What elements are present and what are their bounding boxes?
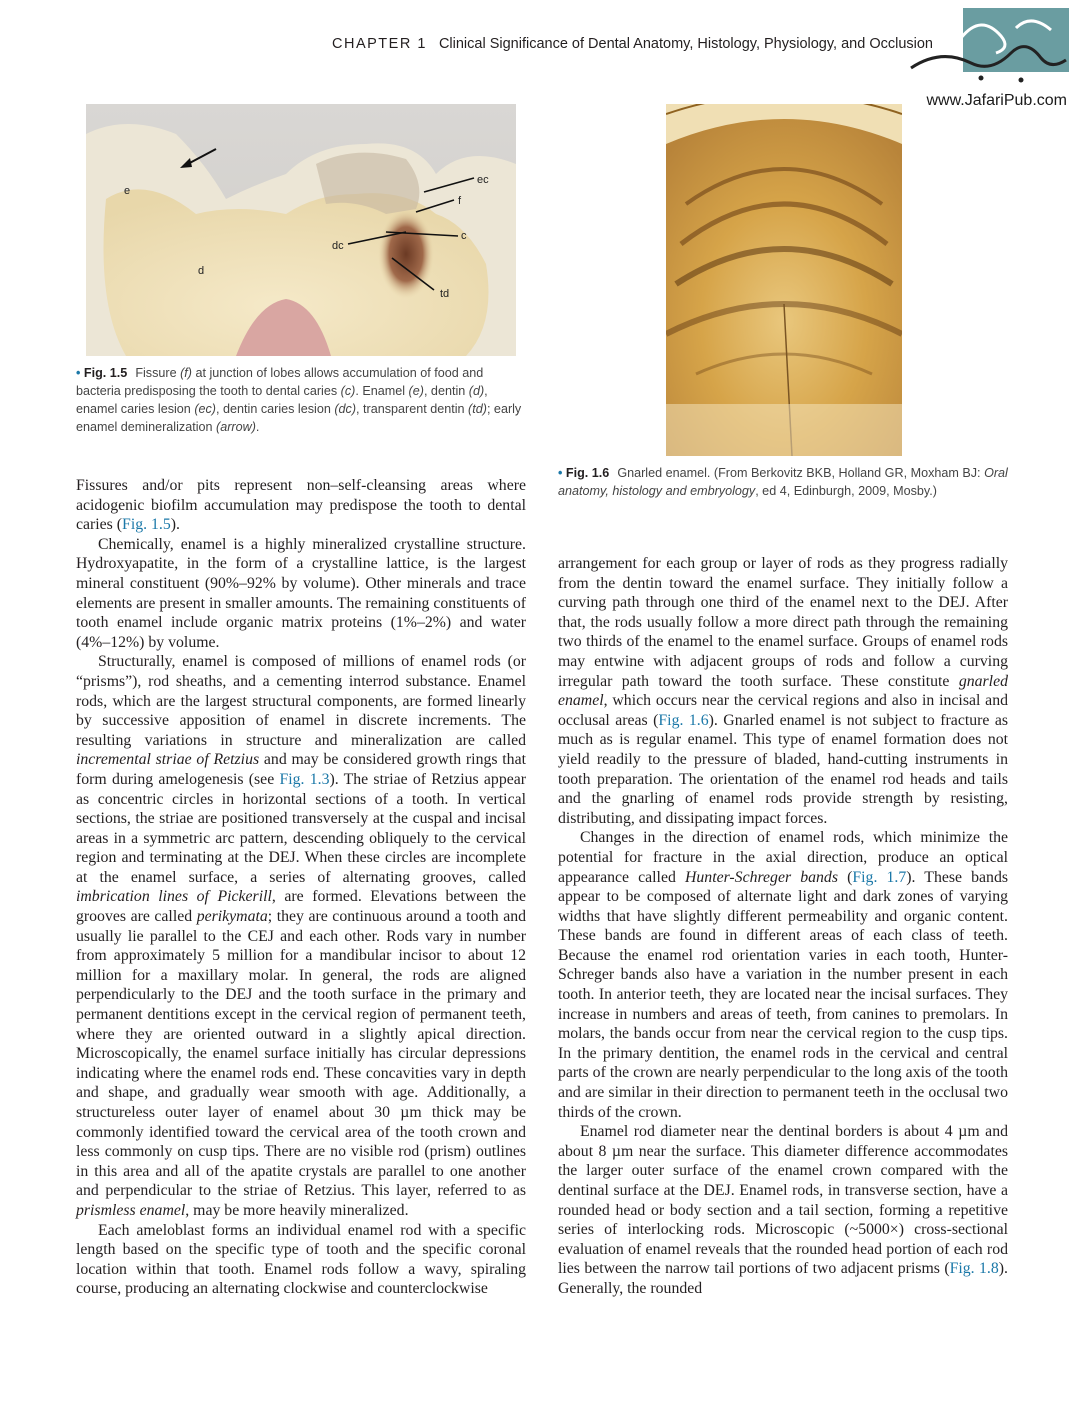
paragraph: Chemically, enamel is a highly mineralized crystalline structure. Hydroxyapatite, in the form of a crystalline lattice, is the largest mineral constituent (90%–92% by volume). Other minerals and trace elements are present in smaller amounts. The remaining constituents of tooth enamel include organic matrix proteins (1%–2%) and water (4%–12%) by volume. [76, 535, 526, 651]
right-column-text [558, 554, 1008, 1299]
running-header [300, 36, 933, 52]
paragraph: Changes in the direction of enamel rods, which minimize the potential for fracture in the axial direction, produce an optical appearance called Hunter-Schreger bands (Fig. 1.7). These bands appear to be composed of alternate light and dark zones of varying widths that have slightly different permeability and organic content. These bands are found in different areas of each class of teeth. Because the enamel rod orientation varies in each tooth, Hunter-Schreger bands also have a variation in the number present in each tooth. In anterior teeth, they are located near the incisal surfaces. They increase in numbers and areas of teeth, from canines to premolars. In molars, the bands occur from near the cervical region to the cusp tips. In the primary dentition, the enamel rods in the cervical and central parts of the crown are nearly perpendicular to the long axis of the tooth and are similar in their direction to permanent teeth in the occlusal two thirds of the crown. [558, 829, 1009, 1121]
paragraph: Structurally, enamel is composed of millions of enamel rods (or “prisms”), rod sheaths, and a cementing interrod substance. Enamel rods, which are the largest structural components, are formed linearly by successive apposition of enamel in discrete increments. The resulting variations in structure and mineralization are called incremental striae of Retzius and may be considered growth rings that form during amelogenesis (see Fig. 1.3). The striae of Retzius appear as concentric circles in horizontal sections of a tooth. In vertical sections, the striae are positioned transversely at the cuspal and incisal areas in a symmetric arc pattern, descending obliquely to the cervical region and terminating at the DEJ. When these circles are incomplete at the enamel surface, a series of alternating grooves, called imbrication lines of Pickerill, are formed. Elevations between the grooves are called perikymata; they are continuous around a tooth and usually lie parallel to the CEJ and each other. Rods vary in number from approximately 5 million for a mandibular incisor to about 12 million for a maxillary molar. In general, the rods are aligned perpendicularly to the DEJ and the tooth surface in the primary and permanent dentitions except in the cervical region of permanent teeth, where they are oriented outward in a slightly apical direction. Microscopically, the enamel surface initially has circular depressions indicating where the enamel rods end. These concavities vary in depth and shape, and gradually wear smooth with age. Additionally, a structureless outer layer of enamel about 30 µm thick may be commonly identified toward the cervical area of the tooth crown and less commonly on cusp tips. There are no visible rod (prism) outlines in this area and all of the apatite crystals are parallel to one another and perpendicular to the striae of Retzius. This layer, referred to as prismless enamel, may be more heavily mineralized. [76, 653, 527, 1219]
label-f: f [458, 195, 462, 207]
figure-number: Fig. 1.6 [565, 466, 610, 480]
caption-text: Gnarled enamel. (From Berkovitz BKB, Holland GR, Moxham BJ: Oral anatomy, histology and embryology, ed 4, Edinburgh, 2009, Mosby.) [558, 466, 1008, 498]
label-td: td [440, 288, 450, 300]
figure-number: Fig. 1.5 [83, 366, 128, 380]
chapter-title: Clinical Significance of Dental Anatomy, Histology, Physiology, and Occlusion [438, 36, 933, 52]
label-c: c [461, 230, 467, 242]
label-dc: dc [332, 240, 344, 252]
label-e: e [124, 185, 131, 197]
caption-text: Fissure (f) at junction of lobes allows accumulation of food and bacteria predisposing the tooth to dental caries (c). Enamel (e), dentin (d), enamel caries lesion (ec), dentin caries lesion (dc), transparent dentin (td); early enamel demineralization (arrow). [76, 366, 522, 434]
left-column-text [76, 476, 526, 1299]
label-ec: ec [477, 174, 489, 186]
figure-1-5-image [86, 104, 516, 356]
publisher-watermark [901, 8, 1071, 113]
caption-bullet-icon: • [558, 466, 566, 480]
paragraph: arrangement for each group or layer of rods as they progress radially from the dentin toward the enamel surface. They initially follow a curving path through one third of the enamel next to the DEJ. After that, the rods usually follow a more direct path through the remaining two thirds of the enamel to the enamel surface. Groups of enamel rods may entwine with adjacent groups of rods and follow a curving irregular path toward the tooth surface. These constitute gnarled enamel, which occurs near the cervical regions and also in incisal and occlusal areas (Fig. 1.6). Gnarled enamel is not subject to fracture as much as is regular enamel. This type of enamel formation does not yield readily to the pressure of bladed, hand-cutting instruments in tooth preparation. The orientation of the enamel rod heads and tails and the gnarling of enamel rods provide strength by resisting, distributing, and dissipating impact forces. [558, 555, 1009, 827]
chapter-label: CHAPTER 1 [332, 36, 427, 52]
figure-1-6-caption [558, 464, 1008, 500]
watermark-url: www.JafariPub.com [926, 92, 1067, 109]
label-d: d [198, 265, 205, 277]
paragraph: Enamel rod diameter near the dentinal borders is about 4 µm and about 8 µm near the surface. This diameter difference accommodates the larger outer surface of the enamel crown compared with the dentinal surface at the DEJ. Enamel rods, in transverse section, have a rounded head or body section and a tail section, forming a repetitive series of interlocking rods. Microscopic (~5000×) cross-sectional evaluation of enamel reveals that the rounded head portion of each rod lies between the narrow tail portions of two adjacent prisms (Fig. 1.8). Generally, the rounded [558, 1123, 1008, 1297]
figure-1-6-image [666, 104, 902, 456]
paragraph: Each ameloblast forms an individual enamel rod with a specific length based on the specific type of tooth and the specific coronal location within that tooth. Enamel rods follow a wavy, spiraling course, producing an alternating clockwise and counterclockwise [76, 1221, 526, 1298]
caption-bullet-icon: • [76, 366, 84, 380]
calligraphy-logo-icon [901, 8, 1071, 88]
figure-1-5-caption [76, 364, 528, 436]
paragraph: Fissures and/or pits represent non–self-cleansing areas where acidogenic biofilm accumulation may predispose the tooth to dental caries (Fig. 1.5). [76, 477, 526, 534]
